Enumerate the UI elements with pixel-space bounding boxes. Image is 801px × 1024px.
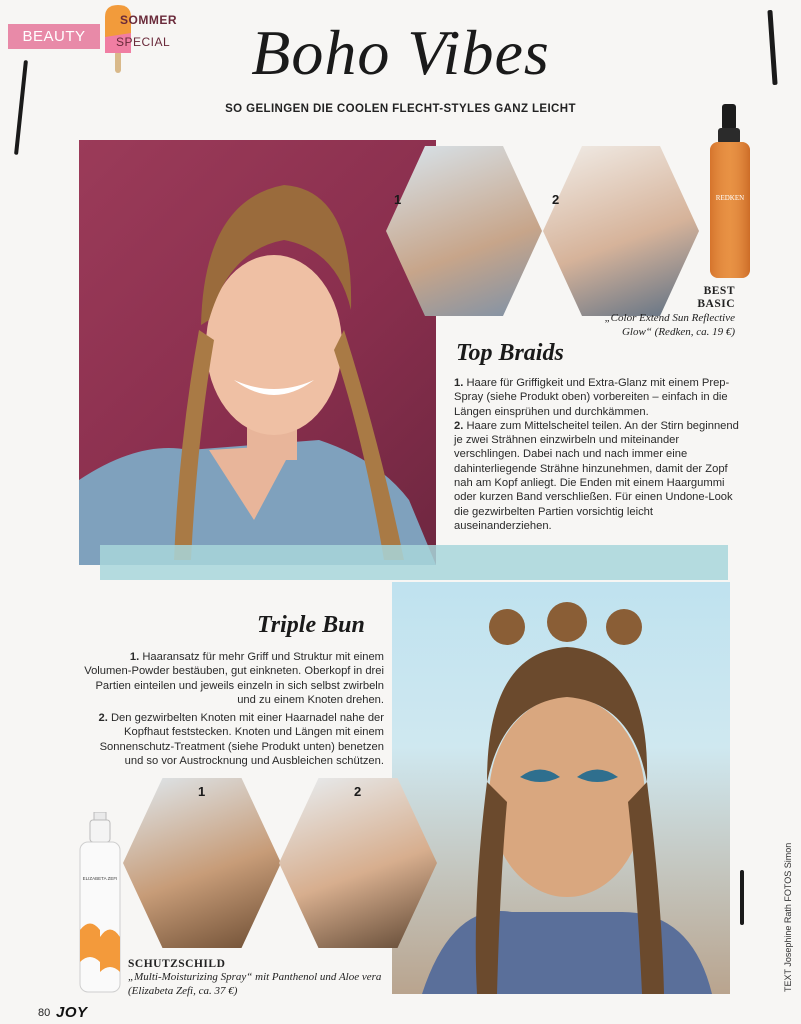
- triple-bun-instructions: [82, 650, 384, 768]
- magazine-logo: JOY: [56, 1004, 88, 1021]
- redken-bottle-icon: [705, 104, 755, 282]
- triple-bun-photo: [392, 582, 730, 994]
- triple-bun-step2-number: 2: [354, 784, 362, 799]
- triple-bun-heading: Triple Bun: [257, 612, 365, 638]
- best-basic-label-line1: BEST: [703, 285, 735, 297]
- top-braids-heading: Top Braids: [456, 340, 564, 366]
- redken-bottle-brand: REDKEN: [715, 194, 745, 202]
- best-basic-label-line2: BASIC: [697, 298, 735, 310]
- teal-accent-band: [100, 545, 728, 580]
- schutzschild-description: „Multi-Moisturizing Spray“ mit Panthenol und Aloe vera (Elizabeta Zefi, ca. 37 €): [128, 971, 382, 997]
- page-number: 80: [38, 1007, 51, 1019]
- schutzschild-label: SCHUTZSCHILD: [128, 958, 226, 970]
- page-title: Boho Vibes: [251, 17, 550, 88]
- top-braids-step2-text: Haare zum Mittelscheitel teilen. An der Stirn beginnend je zwei Strähnen einzwirbeln und miteinander verschlingen. Dabei nach und nach immer eine dahinterliegende Strähne hinzunehmen, damit der Zopf nah am Kopf anliegt. Die Enden mit einem Haargummi oder kurzen Band verschließen. Für einen Undone-Look die gezwirbelten Partien vorsichtig leicht auseinanderziehen.: [454, 419, 739, 532]
- top-braids-instructions: [454, 376, 739, 533]
- page-subtitle: SO GELINGEN DIE COOLEN FLECHT-STYLES GANZ LEICHT: [225, 103, 576, 115]
- top-braids-step1-num: 1.: [454, 377, 464, 389]
- special-label-line2: SPECIAL: [116, 35, 171, 49]
- section-tag: BEAUTY: [8, 24, 100, 49]
- spray-bottle-brand: ELIZABETA ZEFI: [82, 876, 118, 881]
- top-braids-illustration: [79, 140, 436, 565]
- best-basic-description: „Color Extend Sun Reflective Glow“ (Redken, ca. 19 €): [604, 312, 735, 338]
- top-braids-step2-number: 2: [552, 192, 560, 207]
- triple-bun-step1-num: 1.: [129, 651, 140, 663]
- top-braids-step1-number: 1: [394, 192, 402, 207]
- top-braids-photo: [79, 140, 436, 565]
- spray-bottle-icon: [76, 812, 124, 996]
- top-braids-step1-text: Haare für Griffigkeit und Extra-Glanz mit einem Prep-Spray (siehe Produkt oben) vorbereiten – einfach in die Längen einsprühen und durchkämmen.: [454, 377, 730, 418]
- triple-bun-illustration: [392, 582, 730, 994]
- top-braids-step2-num: 2.: [454, 419, 464, 432]
- special-label-line1: SOMMER: [120, 13, 177, 27]
- triple-bun-step1-text: Haaransatz für mehr Griff und Struktur mit einem Volumen-Powder bestäuben, gut einkneten. Oberkopf in drei Partien einteilen und jeweils einzeln in sich selbst zwirbeln und zu einem Knoten drehen.: [84, 651, 384, 706]
- photo-credit: TEXT Josephine Rath FOTOS Simon: [783, 842, 793, 992]
- triple-bun-step1-number: 1: [198, 784, 206, 799]
- triple-bun-step2-text: Den gezwirbelten Knoten mit einer Haarnadel nahe der Kopfhaut feststecken. Knoten und Längen mit einem Sonnenschutz-Treatment (siehe Produkt unten) benetzen und so vor Austrocknung und Ausbleichen schützen.: [99, 712, 384, 768]
- triple-bun-step2-num: 2.: [98, 712, 108, 725]
- brush-stroke-bottom-right: [740, 870, 744, 925]
- triple-bun-step1-image: [123, 778, 281, 948]
